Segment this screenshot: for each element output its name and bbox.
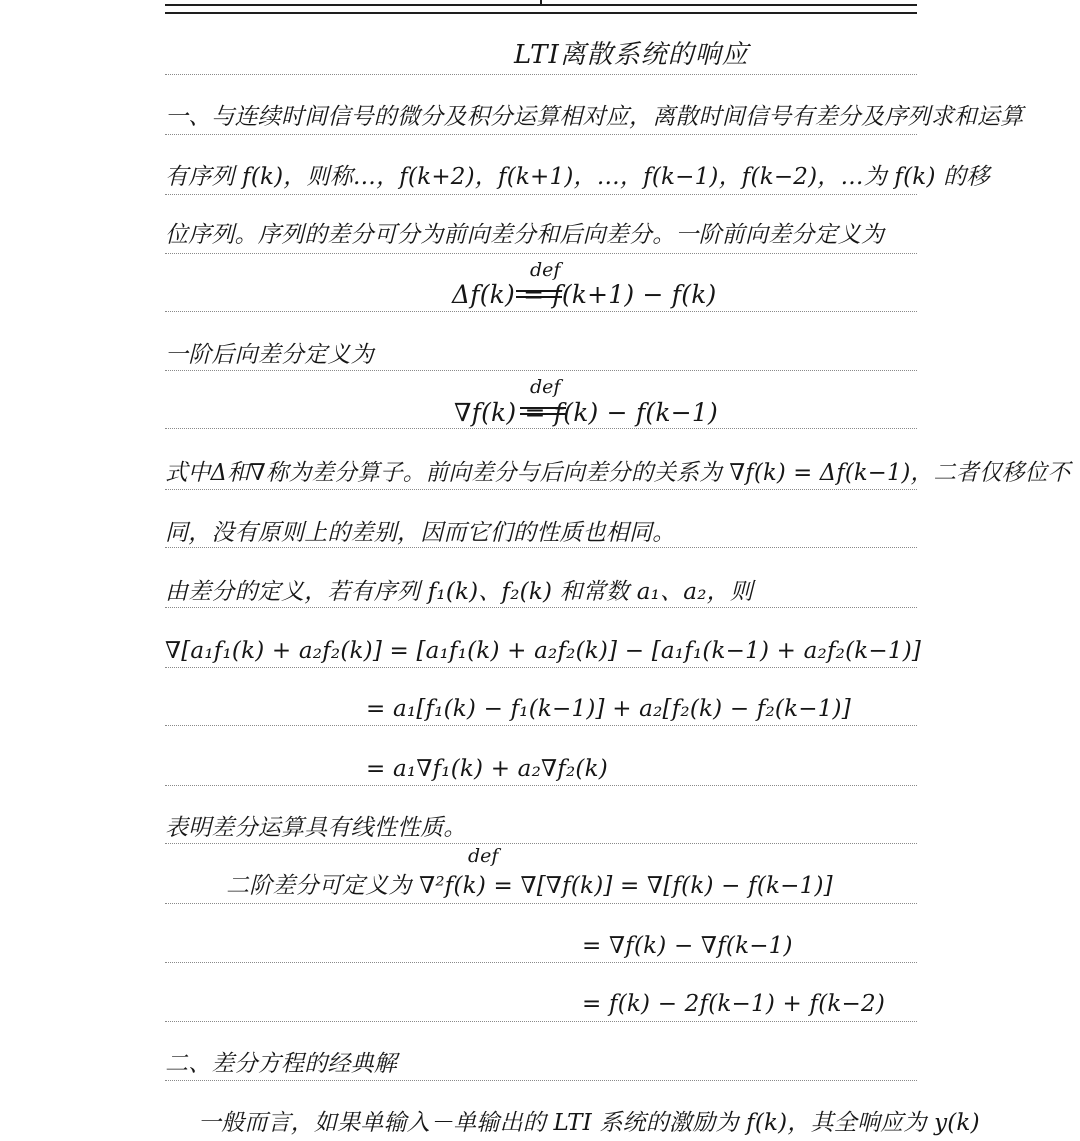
ruled-line	[165, 962, 917, 963]
text-line: 位序列。序列的差分可分为前向差分和后向差分。一阶前向差分定义为	[165, 222, 885, 248]
ruled-line	[165, 903, 917, 904]
definition-bar	[516, 296, 562, 298]
linearity-equation-line: ∇[a₁f₁(k) + a₂f₂(k)] = [a₁f₁(k) + a₂f₂(k)] − [a₁f₁(k−1) + a₂f₂(k−1)]	[165, 638, 922, 664]
def-label: def	[468, 845, 499, 867]
top-double-rule	[165, 12, 917, 14]
text-line: 式中Δ和∇称为差分算子。前向差分与后向差分的关系为 ∇f(k) = Δf(k−1)，二者仅移位不	[165, 460, 1071, 486]
backward-difference-formula: ∇f(k) = f(k) − f(k−1)	[454, 398, 718, 427]
section-heading: 二、差分方程的经典解	[165, 1051, 397, 1077]
ruled-line	[165, 428, 917, 429]
forward-difference-formula: Δf(k) = f(k+1) − f(k)	[452, 280, 717, 309]
ruled-line	[165, 489, 917, 490]
text-line: 表明差分运算具有线性性质。	[165, 815, 467, 841]
definition-bar	[520, 407, 566, 409]
ruled-line	[165, 547, 917, 548]
linearity-equation-line: = a₁∇f₁(k) + a₂∇f₂(k)	[366, 756, 608, 782]
ruled-line	[165, 370, 917, 371]
def-label: def	[530, 376, 561, 398]
text-line: 一、与连续时间信号的微分及积分运算相对应，离散时间信号有差分及序列求和运算	[165, 104, 1024, 130]
top-double-rule	[165, 4, 917, 6]
second-difference-line: = f(k) − 2f(k−1) + f(k−2)	[582, 991, 886, 1017]
text-line: 由差分的定义，若有序列 f₁(k)、f₂(k) 和常数 a₁、a₂，则	[165, 579, 754, 605]
ruled-line	[165, 785, 917, 786]
top-rule-tick	[540, 0, 542, 4]
linearity-equation-line: = a₁[f₁(k) − f₁(k−1)] + a₂[f₂(k) − f₂(k−1)]	[366, 696, 851, 722]
ruled-line	[165, 843, 917, 844]
ruled-line	[165, 1080, 917, 1081]
definition-bar	[516, 290, 562, 292]
second-difference-line: = ∇f(k) − ∇f(k−1)	[582, 933, 793, 959]
text-line: 一阶后向差分定义为	[165, 342, 374, 368]
page-title: LTI离散系统的响应	[514, 40, 749, 70]
ruled-line	[165, 253, 917, 254]
ruled-line	[165, 134, 917, 135]
ruled-line	[165, 194, 917, 195]
ruled-line	[165, 725, 917, 726]
text-line: 一般而言，如果单输入－单输出的 LTI 系统的激励为 f(k)，其全响应为 y(k)	[198, 1110, 980, 1136]
second-difference-line: 二阶差分可定义为 ∇²f(k) = ∇[∇f(k)] = ∇[f(k) − f(k−1)]	[226, 873, 833, 899]
ruled-line	[165, 311, 917, 312]
text-line: 同，没有原则上的差别，因而它们的性质也相同。	[165, 520, 676, 546]
ruled-line	[165, 74, 917, 75]
ruled-line	[165, 607, 917, 608]
ruled-line	[165, 667, 917, 668]
text-line: 有序列 f(k)，则称…，f(k+2)，f(k+1)，…，f(k−1)，f(k−2)，…为 f(k) 的移	[165, 164, 990, 190]
def-label: def	[530, 259, 561, 281]
ruled-line	[165, 1021, 917, 1022]
definition-bar	[520, 413, 566, 415]
